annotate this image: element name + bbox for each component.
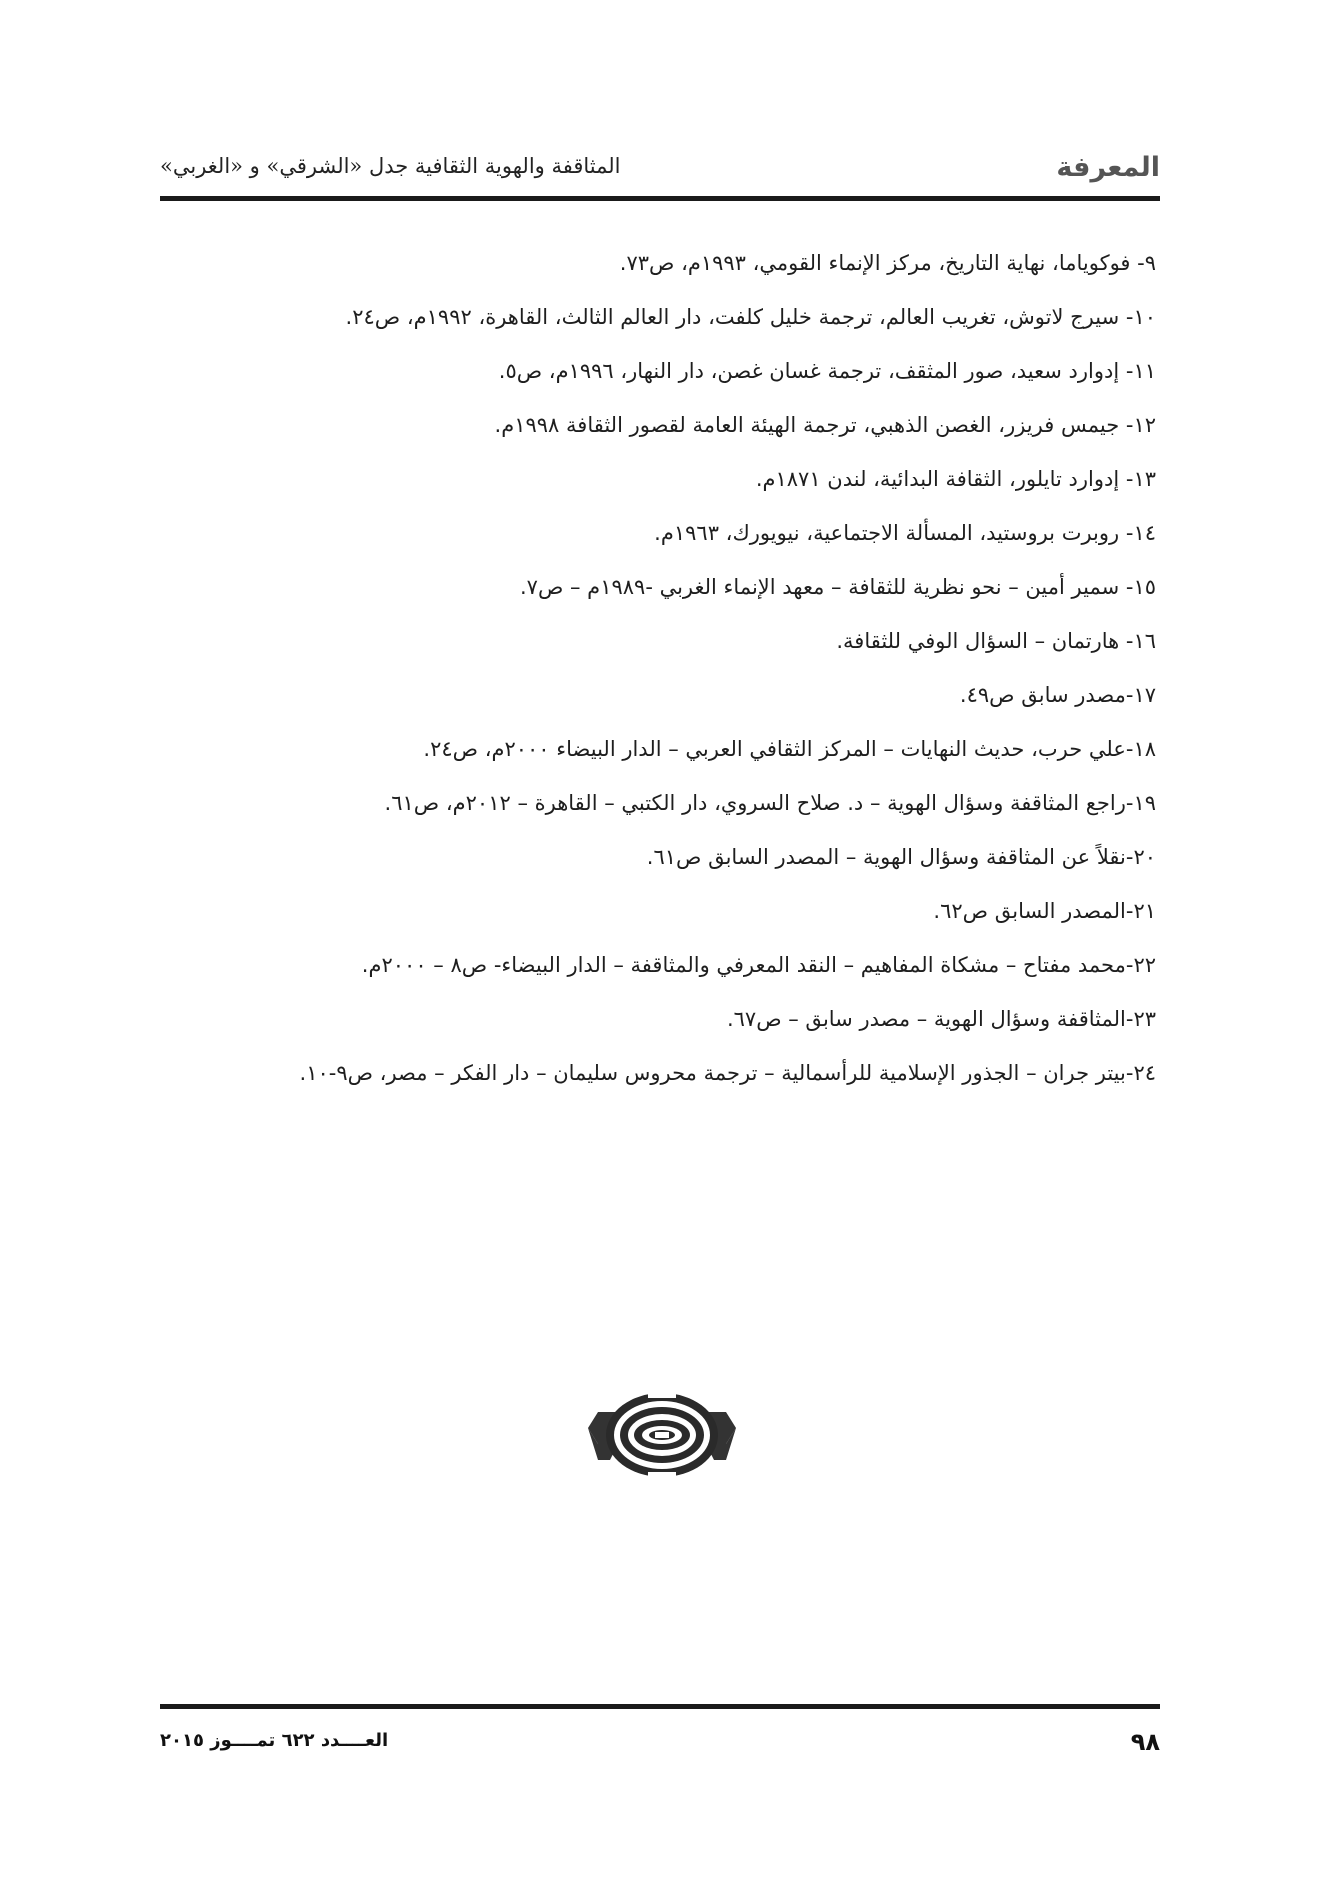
reference-item: ٢٤-بيتر جران – الجذور الإسلامية للرأسمالية – ترجمة محروس سليمان – دار الفكر – مصر، ص٩-١٠. — [299, 1061, 1156, 1085]
references-list — [150, 236, 1156, 1100]
reference-item: ١٩-راجع المثاقفة وسؤال الهوية – د. صلاح السروي، دار الكتبي – القاهرة – ٢٠١٢م، ص٦١. — [384, 791, 1156, 815]
reference-item: ١٤- روبرت بروستيد، المسألة الاجتماعية، نيويورك، ١٩٦٣م. — [654, 521, 1156, 545]
reference-item: ٩- فوكوياما، نهاية التاريخ، مركز الإنماء القومي، ١٩٩٣م، ص٧٣. — [619, 251, 1156, 275]
reference-item: ٢٣-المثاقفة وسؤال الهوية – مصدر سابق – ص٦٧. — [726, 1007, 1156, 1031]
reference-item: ١٢- جيمس فريزر، الغصن الذهبي، ترجمة الهيئة العامة لقصور الثقافة ١٩٩٨م. — [494, 413, 1156, 437]
reference-item: ١٧-مصدر سابق ص٤٩. — [959, 683, 1156, 707]
magazine-logo: المعرفة — [1056, 152, 1160, 183]
reference-item: ١٣- إدوارد تايلور، الثقافة البدائية، لندن ١٨٧١م. — [755, 467, 1156, 491]
page-footer — [160, 1728, 1160, 1768]
reference-item: ٢١-المصدر السابق ص٦٢. — [933, 899, 1156, 923]
reference-item: ٢٢-محمد مفتاح – مشكاة المفاهيم – النقد المعرفي والمثاقفة – الدار البيضاء- ص٨ – ٢٠٠٠م. — [361, 953, 1156, 977]
reference-item: ١٦- هارتمان – السؤال الوفي للثقافة. — [836, 629, 1156, 653]
reference-item: ١١- إدوارد سعيد، صور المثقف، ترجمة غسان غصن، دار النهار، ١٩٩٦م، ص٥. — [498, 359, 1156, 383]
reference-item: ٢٠-نقلاً عن المثاقفة وسؤال الهوية – المصدر السابق ص٦١. — [646, 845, 1156, 869]
reference-item: ١٥- سمير أمين – نحو نظرية للثقافة – معهد الإنماء الغربي -١٩٨٩م – ص٧. — [519, 575, 1156, 599]
running-title: المثاقفة والهوية الثقافية جدل «الشرقي» و «الغربي» — [160, 154, 621, 178]
footer-rule — [160, 1704, 1160, 1709]
end-ornament-icon — [588, 1390, 736, 1480]
page-number: ٩٨ — [1130, 1728, 1160, 1756]
reference-item: ١٨-علي حرب، حديث النهايات – المركز الثقافي العربي – الدار البيضاء ٢٠٠٠م، ص٢٤. — [423, 737, 1156, 761]
issue-info: العــــدد ٦٢٢ تمــــوز ٢٠١٥ — [160, 1730, 389, 1751]
header-rule — [160, 196, 1160, 201]
reference-item: ١٠- سيرج لاتوش، تغريب العالم، ترجمة خليل كلفت، دار العالم الثالث، القاهرة، ١٩٩٢م، ص٢٤. — [345, 305, 1156, 329]
page-header — [160, 148, 1160, 188]
